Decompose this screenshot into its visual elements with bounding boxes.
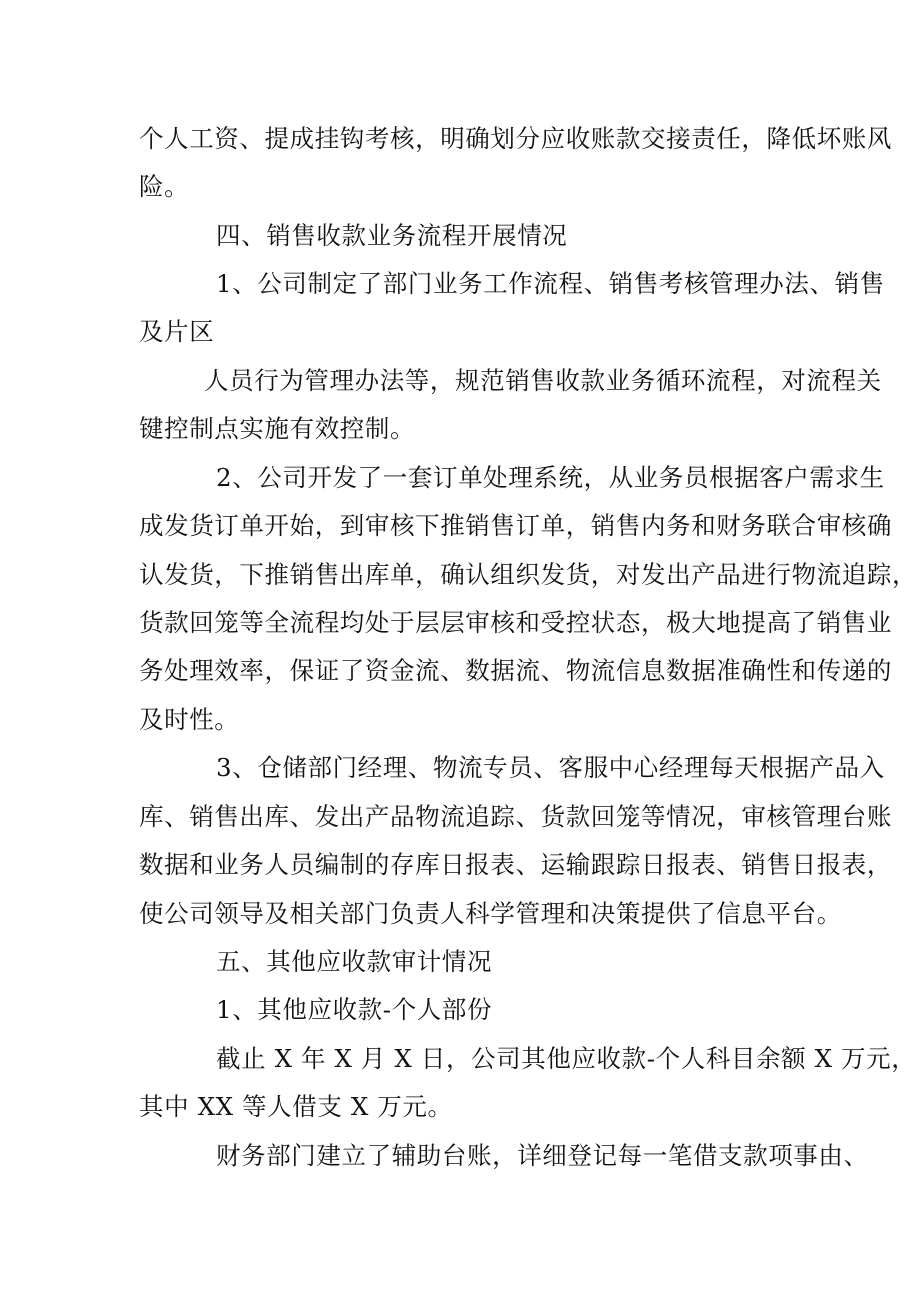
body-text-line: 个人工资、提成挂钩考核，明确划分应收账款交接责任，降低坏账风 xyxy=(139,124,892,153)
body-text-line: 其中 XX 等人借支 X 万元。 xyxy=(139,1092,453,1121)
body-text-line: 务处理效率，保证了资金流、数据流、物流信息数据准确性和传递的 xyxy=(139,656,892,685)
body-text-line: 库、销售出库、发出产品物流追踪、货款回笼等情况，审核管理台账 xyxy=(139,802,892,831)
body-text-line: 认发货，下推销售出库单，确认组织发货，对发出产品进行物流追踪， xyxy=(139,560,918,589)
numbered-item-text: 1、公司制定了部门业务工作流程、销售考核管理办法、销售 xyxy=(216,269,885,298)
numbered-item-text: 2、公司开发了一套订单处理系统，从业务员根据客户需求生 xyxy=(216,463,885,492)
numbered-item-text: 3、仓储部门经理、物流专员、客服中心经理每天根据产品入 xyxy=(216,753,885,782)
body-text-line: 数据和业务人员编制的存库日报表、运输跟踪日报表、销售日报表， xyxy=(139,850,892,879)
body-text-line: 人员行为管理办法等，规范销售收款业务循环流程，对流程关 xyxy=(204,366,882,395)
body-text-line: 财务部门建立了辅助台账，详细登记每一笔借支款项事由、 xyxy=(216,1141,869,1170)
section-heading: 四、销售收款业务流程开展情况 xyxy=(216,221,568,250)
body-text-line: 及片区 xyxy=(139,317,215,346)
body-text-line: 货款回笼等全流程均处于层层审核和受控状态，极大地提高了销售业 xyxy=(139,608,892,637)
body-text-line: 险。 xyxy=(139,172,190,201)
body-text-line: 截止 X 年 X 月 X 日，公司其他应收款-个人科目余额 X 万元， xyxy=(216,1044,917,1073)
body-text-line: 键控制点实施有效控制。 xyxy=(139,414,416,443)
body-text-line: 使公司领导及相关部门负责人科学管理和决策提供了信息平台。 xyxy=(139,899,842,928)
body-text-line: 成发货订单开始，到审核下推销售订单，销售内务和财务联合审核确 xyxy=(139,511,892,540)
subsection-heading: 1、其他应收款-个人部份 xyxy=(216,995,493,1024)
section-heading: 五、其他应收款审计情况 xyxy=(216,947,493,976)
body-text-line: 及时性。 xyxy=(139,705,240,734)
